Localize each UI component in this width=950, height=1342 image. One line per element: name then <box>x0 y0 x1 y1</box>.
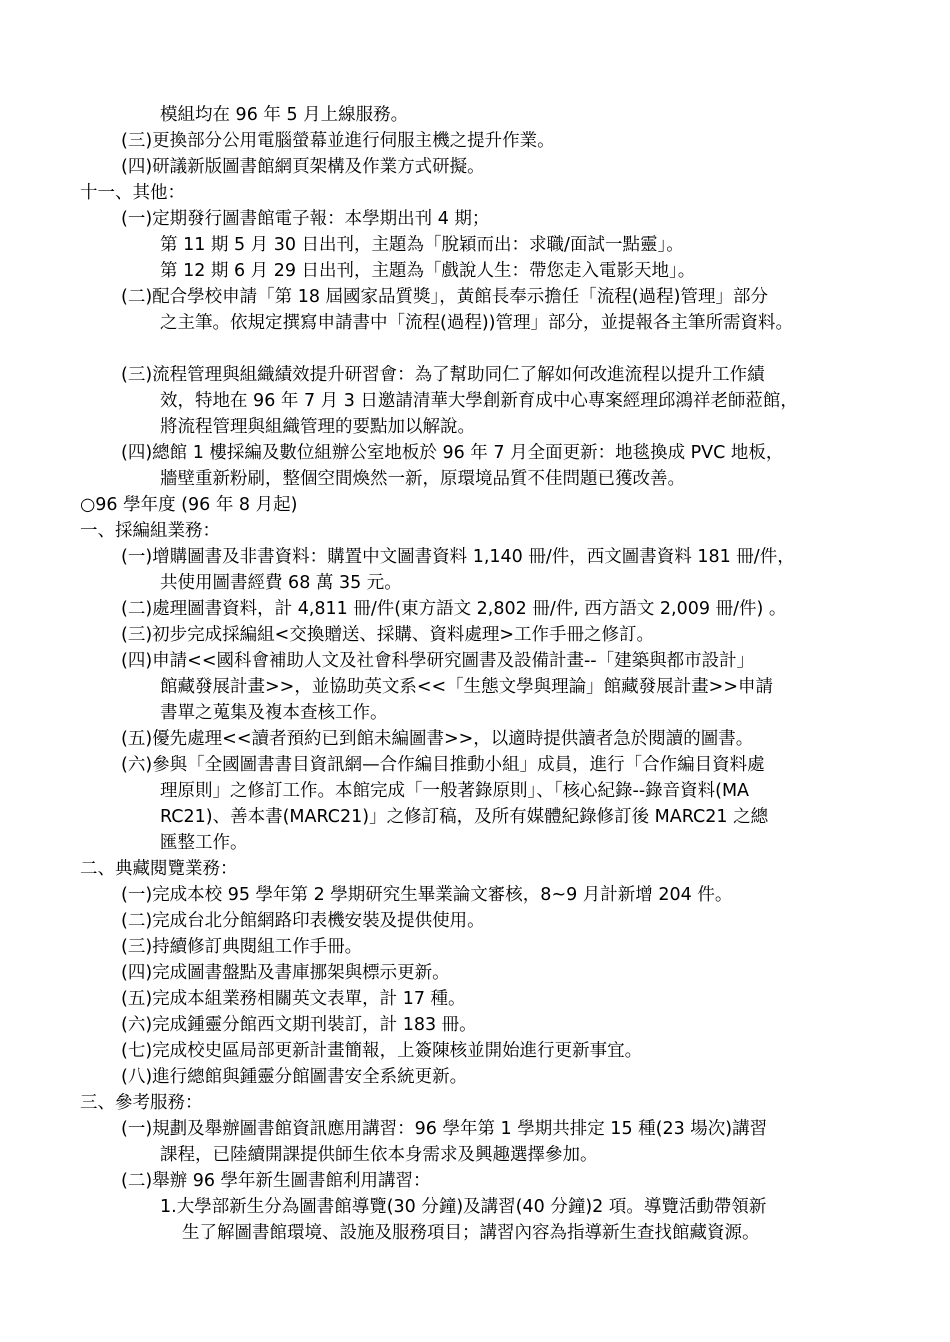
text-line: 書單之蒐集及複本查核工作。 <box>160 703 388 723</box>
text-line: (五)完成本組業務相關英文表單，計 17 種。 <box>121 989 466 1009</box>
text-line: (六)參與「全國圖書書目資訊網—合作編目推動小組」成員，進行「合作編目資料處 <box>121 755 765 775</box>
text-line: (一)增購圖書及非書資料：購置中文圖書資料 1,140 冊/件，西文圖書資料 181 冊/件， <box>121 547 795 567</box>
section-heading: 三、參考服務： <box>80 1093 203 1113</box>
text-line: (八)進行總館與鍾靈分館圖書安全系統更新。 <box>121 1067 468 1087</box>
text-line: (二)配合學校申請「第 18 屆國家品質獎」，黃館長奉示擔任「流程(過程)管理」部分 <box>121 287 768 307</box>
text-line: 將流程管理與組織管理的要點加以解說。 <box>160 417 475 437</box>
year-heading: ○96 學年度 (96 年 8 月起) <box>80 495 298 515</box>
text-line: 牆壁重新粉刷，整個空間煥然一新，原環境品質不佳問題已獲改善。 <box>160 469 685 489</box>
text-line: (四)研議新版圖書館網頁架構及作業方式研擬。 <box>121 157 485 177</box>
text-line: (五)優先處理<<讀者預約已到館未編圖書>>，以適時提供讀者急於閱讀的圖書。 <box>121 729 754 749</box>
text-line: (三)流程管理與組織績效提升研習會：為了幫助同仁了解如何改進流程以提升工作績 <box>121 365 765 385</box>
text-line: (三)初步完成採編組<交換贈送、採購、資料處理>工作手冊之修訂。 <box>121 625 654 645</box>
text-line: (一)定期發行圖書館電子報：本學期出刊 4 期； <box>121 209 490 229</box>
text-line: (三)更換部分公用電腦螢幕並進行伺服主機之提升作業。 <box>121 131 555 151</box>
text-line: 之主筆。依規定撰寫申請書中「流程(過程))管理」部分，並提報各主筆所需資料。 <box>160 313 793 333</box>
text-line: (二)處理圖書資料，計 4,811 冊/件(東方語文 2,802 冊/件, 西方語文 2,009 冊/件) 。 <box>121 599 787 619</box>
text-line: (七)完成校史區局部更新計畫簡報，上簽陳核並開始進行更新事宜。 <box>121 1041 643 1061</box>
text-line: RC21)、善本書(MARC21)」之修訂稿，及所有媒體紀錄修訂後 MARC21 之總 <box>160 807 769 827</box>
text-line: (二)舉辦 96 學年新生圖書館利用講習： <box>121 1171 431 1191</box>
text-line: 理原則」之修訂工作。本館完成「一般著錄原則」、「核心紀錄--錄音資料(MA <box>160 781 750 801</box>
text-line: (四)完成圖書盤點及書庫挪架與標示更新。 <box>121 963 450 983</box>
text-line: (二)完成台北分館網路印表機安裝及提供使用。 <box>121 911 485 931</box>
text-line: (一)完成本校 95 學年第 2 學期研究生畢業論文審核，8~9 月計新增 204 件。 <box>121 885 733 905</box>
text-line: 共使用圖書經費 68 萬 35 元。 <box>160 573 402 593</box>
section-heading: 二、典藏閱覽業務： <box>80 859 238 879</box>
text-line: (四)申請<<國科會補助人文及社會科學研究圖書及設備計畫--「建築與都市設計」 <box>121 651 755 671</box>
text-line: 館藏發展計畫>>，並協助英文系<<「生態文學與理論」館藏發展計畫>>申請 <box>160 677 773 697</box>
text-line: 生了解圖書館環境、設施及服務項目；講習內容為指導新生查找館藏資源。 <box>182 1223 760 1243</box>
text-line: (三)持續修訂典閱組工作手冊。 <box>121 937 363 957</box>
text-line: 模組均在 96 年 5 月上線服務。 <box>160 105 409 125</box>
section-heading: 十一、其他： <box>80 183 185 203</box>
text-line: 1.大學部新生分為圖書館導覽(30 分鐘)及講習(40 分鐘)2 項。導覽活動帶領新 <box>160 1197 767 1217</box>
text-line: 效，特地在 96 年 7 月 3 日邀請清華大學創新育成中心專案經理邱鴻祥老師蒞館， <box>160 391 798 411</box>
section-heading: 一、採編組業務： <box>80 521 220 541</box>
text-line: 匯整工作。 <box>160 833 248 853</box>
text-line: 第 12 期 6 月 29 日出刊，主題為「戲說人生：帶您走入電影天地」。 <box>160 261 696 281</box>
text-line: (一)規劃及舉辦圖書館資訊應用講習：96 學年第 1 學期共排定 15 種(23 場次)講習 <box>121 1119 768 1139</box>
text-line: (四)總館 1 樓採編及數位組辦公室地板於 96 年 7 月全面更新：地毯換成 PVC 地板， <box>121 443 784 463</box>
text-line: 第 11 期 5 月 30 日出刊，主題為「脫穎而出：求職/面試一點靈」。 <box>160 235 684 255</box>
text-line: (六)完成鍾靈分館西文期刊裝訂，計 183 冊。 <box>121 1015 477 1035</box>
text-line: 課程，已陸續開課提供師生依本身需求及興趣選擇參加。 <box>160 1145 598 1165</box>
